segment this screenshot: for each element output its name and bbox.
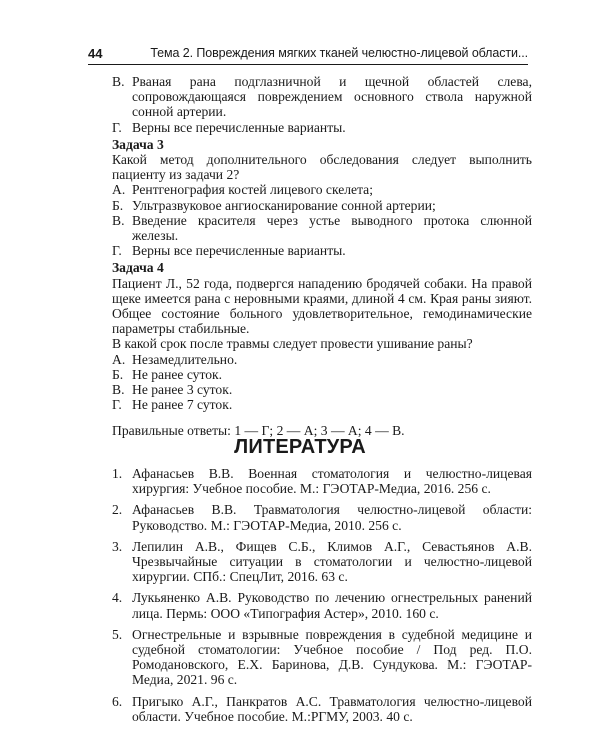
reference-number: 5. (112, 626, 123, 642)
task4-title: Задача 4 (112, 260, 164, 276)
reference-item (112, 694, 532, 724)
main-text (112, 74, 532, 439)
reference-text: Огнестрельные и взрывные повреждения в судебной медицине и судебной стоматологии: Учебное пособие / Под ред. П.О. Ромодановского, Е.Х. Баринова, Д.В. Сундукова. М.: ГЭОТАР-Медиа, 2021. 96 с. (132, 626, 532, 688)
reference-number: 2. (112, 502, 123, 518)
reference-text: Афанасьев В.В. Травматология челюстно-лицевой области: Руководство. М.: ГЭОТАР-Медиа, 2010. 256 с. (132, 502, 532, 533)
option-marker: Б. (112, 366, 124, 382)
literature-heading: ЛИТЕРАТУРА (234, 436, 366, 458)
option-text: Не ранее 3 суток. (132, 382, 233, 398)
correct-answers: Правильные ответы: 1 — Г; 2 — А; 3 — А; 4 — В. (112, 423, 405, 439)
option-text: Верны все перечисленные варианты. (132, 243, 346, 259)
option-marker: В. (112, 382, 125, 398)
reference-number: 3. (112, 538, 123, 554)
reference-number: 4. (112, 590, 123, 606)
option-marker: Г. (112, 243, 122, 259)
running-title: Тема 2. Повреждения мягких тканей челюстно-лицевой области... (150, 46, 528, 60)
reference-item (112, 502, 532, 532)
option-text: Незамедлительно. (132, 351, 238, 367)
option-marker: Б. (112, 197, 124, 213)
option-marker: А. (112, 182, 126, 198)
option-marker: В. (112, 212, 125, 228)
task3-option-a (112, 182, 532, 197)
task4-option-a (112, 352, 532, 367)
reference-text: Лукьяненко А.В. Руководство по лечению огнестрельных ранений лица. Пермь: ООО «Типография Астер», 2010. 160 с. (132, 590, 532, 621)
page-number: 44 (88, 46, 103, 61)
task3-option-g (112, 243, 532, 258)
task4-option-v (112, 382, 532, 397)
task2-option-g (112, 120, 532, 135)
option-marker: Г. (112, 397, 122, 413)
reference-text: Афанасьев В.В. Военная стоматология и челюстно-лицевая хирургия: Учебное пособие. М.: ГЭОТАР-Медиа, 2016. 256 с. (132, 466, 532, 497)
reference-item (112, 590, 532, 620)
reference-number: 1. (112, 466, 123, 481)
option-text: Рентгенография костей лицевого скелета; (132, 182, 373, 198)
option-marker: А. (112, 351, 126, 367)
literature-list (112, 466, 532, 730)
task3-option-b (112, 198, 532, 213)
task4-question: В какой срок после травмы следует провести ушивание раны? (112, 336, 473, 352)
option-text: Верны все перечисленные варианты. (132, 119, 346, 135)
option-text: Ультразвуковое ангиосканирование сонной артерии; (132, 197, 436, 213)
task3-option-v (112, 213, 532, 243)
task4-option-g (112, 397, 532, 412)
reference-text: Лепилин А.В., Фищев С.Б., Климов А.Г., Севастьянов А.В. Чрезвычайные ситуации в стоматологии и челюстно-лицевой хирургии. СПб.: СпецЛит, 2016. 63 с. (132, 538, 532, 585)
task3-title: Задача 3 (112, 136, 164, 152)
option-marker: Г. (112, 119, 122, 135)
option-text: Не ранее суток. (132, 366, 223, 382)
header-rule (88, 64, 528, 65)
option-text: Не ранее 7 суток. (132, 397, 233, 413)
task4-description: Пациент Л., 52 года, подвергся нападению бродячей собаки. На правой щеке имеется рана с неровными краями, длиной 4 см. Края раны зияют. Общее состояние больного удовлетворительное, гемодинамические параметры стабильные. (112, 275, 532, 337)
task2-option-v (112, 74, 532, 120)
task4-option-b (112, 367, 532, 382)
task3-question: Какой метод дополнительного обследования следует выполнить пациенту из задачи 2? (112, 152, 532, 183)
option-marker: В. (112, 74, 125, 89)
reference-item (112, 539, 532, 585)
option-text: Введение красителя через устье выводного протока слюнной железы. (132, 212, 532, 244)
reference-item (112, 466, 532, 496)
running-header (88, 42, 528, 64)
reference-item (112, 627, 532, 688)
option-text: Рваная рана подглазничной и щечной областей слева, сопровождающаяся повреждением основного ствола наружной сонной артерии. (132, 74, 532, 120)
reference-number: 6. (112, 693, 123, 709)
reference-text: Пригыко А.Г., Панкратов А.С. Травматология челюстно-лицевой области. Учебное пособие. М.:РГМУ, 2003. 40 с. (132, 693, 532, 724)
